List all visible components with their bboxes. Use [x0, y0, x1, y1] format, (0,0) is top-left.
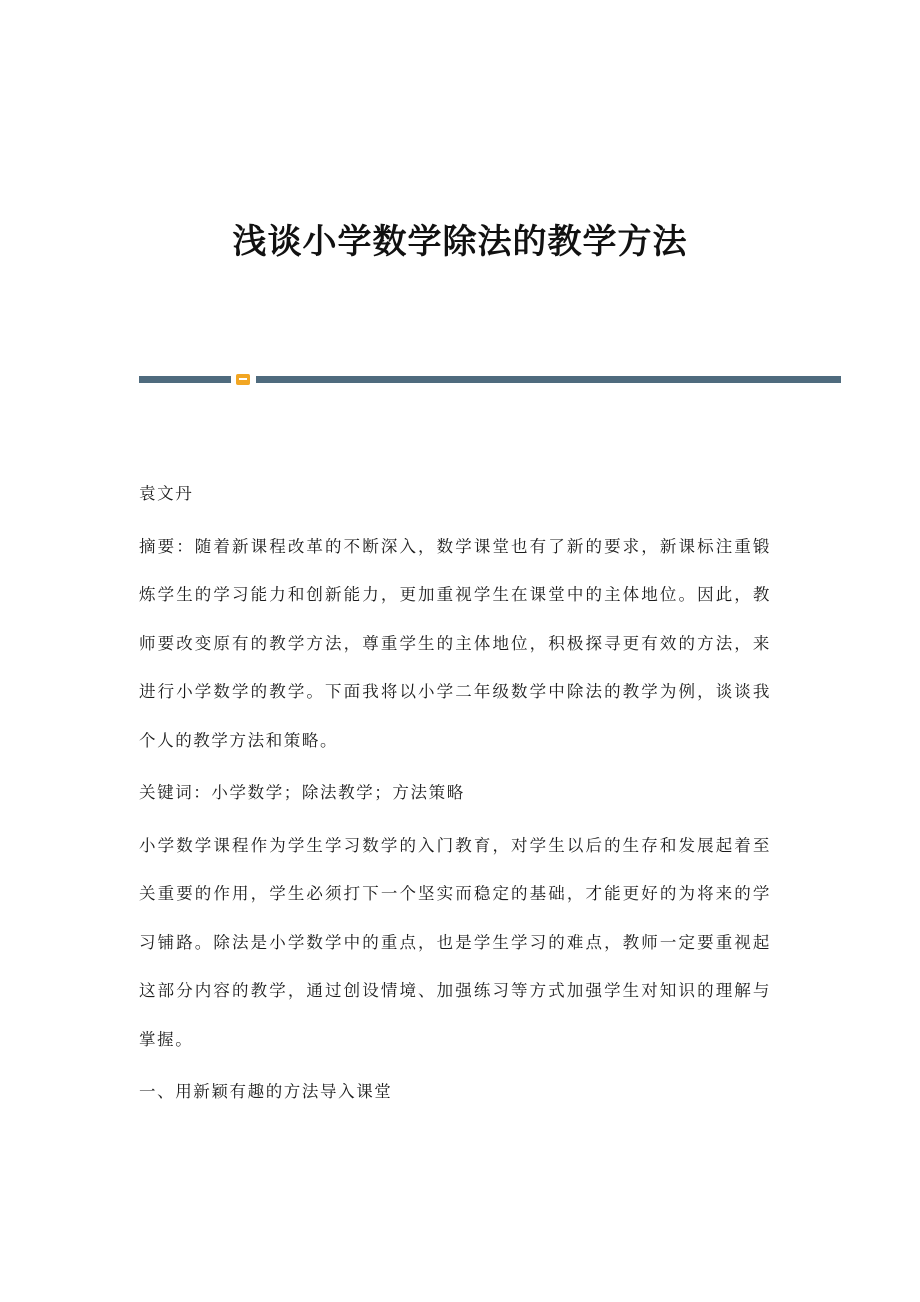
title-divider: [139, 373, 841, 387]
abstract-paragraph: 摘要：随着新课程改革的不断深入，数学课堂也有了新的要求，新课标注重锻炼学生的学习能力和创新能力，更加重视学生在课堂中的主体地位。因此，教师要改变原有的教学方法，尊重学生的主体地位，积极探寻更有效的方法，来进行小学数学的教学。下面我将以小学二年级数学中除法的教学为例，谈谈我个人的教学方法和策略。: [139, 536, 771, 750]
document-body: [139, 470, 771, 1117]
divider-bar-right: [256, 376, 841, 383]
author: 袁文丹: [139, 484, 194, 503]
divider-ornament-icon: [236, 374, 250, 385]
section-heading: 一、用新颖有趣的方法导入课堂: [139, 1082, 393, 1101]
intro-paragraph: 小学数学课程作为学生学习数学的入门教育，对学生以后的生存和发展起着至关重要的作用，学生必须打下一个坚实而稳定的基础，才能更好的为将来的学习铺路。除法是小学数学中的重点，也是学生学习的难点，教师一定要重视起这部分内容的教学，通过创设情境、加强练习等方式加强学生对知识的理解与掌握。: [139, 835, 771, 1049]
document-title: 浅谈小学数学除法的教学方法: [232, 222, 688, 262]
keywords-line: 关键词：小学数学；除法教学；方法策略: [139, 783, 465, 802]
divider-bar-left: [139, 376, 231, 383]
